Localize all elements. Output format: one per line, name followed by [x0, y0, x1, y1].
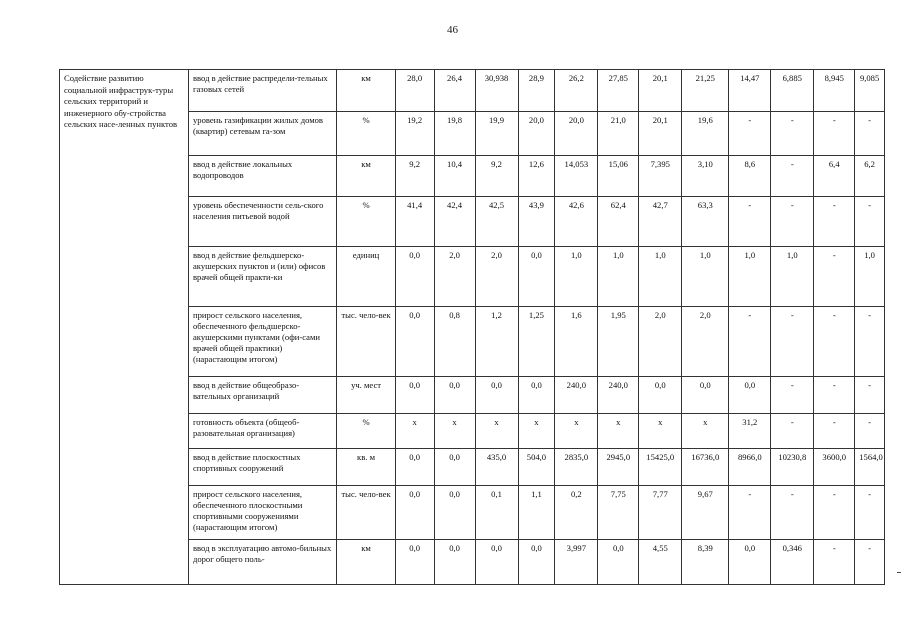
value-cell: 8966,0 [729, 449, 771, 486]
value-cell: х [475, 414, 518, 449]
value-cell: 9,2 [395, 156, 434, 197]
value-cell: 2835,0 [555, 449, 598, 486]
value-cell: 28,9 [518, 70, 555, 112]
value-cell: 42,6 [555, 197, 598, 247]
value-cell: - [729, 197, 771, 247]
unit-cell: кв. м [337, 449, 395, 486]
value-cell: - [771, 307, 814, 377]
value-cell: 26,4 [434, 70, 475, 112]
value-cell: 0,2 [555, 486, 598, 540]
indicator-cell: ввод в действие общеобразо-вательных организаций [188, 377, 336, 414]
value-cell: 504,0 [518, 449, 555, 486]
value-cell: - [814, 112, 855, 156]
value-cell: 6,2 [855, 156, 885, 197]
value-cell: 1,0 [855, 247, 885, 307]
value-cell: 0,8 [434, 307, 475, 377]
value-cell: 0,0 [434, 377, 475, 414]
value-cell: - [814, 247, 855, 307]
value-cell: 15,06 [598, 156, 639, 197]
value-cell: - [814, 307, 855, 377]
value-cell: 0,0 [682, 377, 729, 414]
value-cell: - [814, 377, 855, 414]
unit-cell: % [337, 112, 395, 156]
value-cell: - [855, 414, 885, 449]
value-cell: 0,346 [771, 540, 814, 585]
value-cell: 2945,0 [598, 449, 639, 486]
value-cell: 19,6 [682, 112, 729, 156]
value-cell: 19,8 [434, 112, 475, 156]
value-cell: 42,7 [639, 197, 682, 247]
value-cell: х [639, 414, 682, 449]
unit-cell: % [337, 414, 395, 449]
value-cell: 12,6 [518, 156, 555, 197]
value-cell: 2,0 [682, 307, 729, 377]
value-cell: 43,9 [518, 197, 555, 247]
value-cell: - [855, 197, 885, 247]
indicator-cell: прирост сельского населения, обеспеченного плоскостными спортивными сооружениями (нарастающим итогом) [188, 486, 336, 540]
value-cell: 6,4 [814, 156, 855, 197]
value-cell: 0,0 [598, 540, 639, 585]
value-cell: 16736,0 [682, 449, 729, 486]
value-cell: 3,10 [682, 156, 729, 197]
value-cell: 26,2 [555, 70, 598, 112]
value-cell: 0,0 [518, 377, 555, 414]
value-cell: 0,0 [729, 377, 771, 414]
value-cell: 0,1 [475, 486, 518, 540]
value-cell: 15425,0 [639, 449, 682, 486]
indicator-cell: ввод в эксплуатацию автомо-бильных дорог общего поль- [188, 540, 336, 585]
value-cell: - [729, 486, 771, 540]
value-cell: - [855, 112, 885, 156]
value-cell: х [555, 414, 598, 449]
unit-cell: уч. мест [337, 377, 395, 414]
value-cell: 28,0 [395, 70, 434, 112]
indicator-cell: уровень газификации жилых домов (квартир) сетевым га-зом [188, 112, 336, 156]
unit-cell: км [337, 540, 395, 585]
value-cell: 0,0 [518, 540, 555, 585]
value-cell: 1,0 [555, 247, 598, 307]
value-cell: х [682, 414, 729, 449]
value-cell: - [855, 540, 885, 585]
value-cell: 0,0 [434, 449, 475, 486]
value-cell: - [729, 112, 771, 156]
value-cell: 240,0 [598, 377, 639, 414]
value-cell: 0,0 [395, 247, 434, 307]
value-cell: 19,9 [475, 112, 518, 156]
value-cell: 9,085 [855, 70, 885, 112]
value-cell: - [729, 307, 771, 377]
value-cell: 42,5 [475, 197, 518, 247]
value-cell: - [855, 486, 885, 540]
value-cell: 1,0 [639, 247, 682, 307]
unit-cell: км [337, 70, 395, 112]
indicator-cell: прирост сельского населения, обеспеченного фельдшерско-акушерскими пунктами (офи-сами врачей общей практики) (нарастающим итогом) [188, 307, 336, 377]
value-cell: 62,4 [598, 197, 639, 247]
unit-cell: единиц [337, 247, 395, 307]
value-cell: 14,47 [729, 70, 771, 112]
value-cell: 1,2 [475, 307, 518, 377]
value-cell: 7,395 [639, 156, 682, 197]
value-cell: 31,2 [729, 414, 771, 449]
value-cell: 21,0 [598, 112, 639, 156]
indicator-cell: готовность объекта (общеоб-разовательная организация) [188, 414, 336, 449]
value-cell: 1,95 [598, 307, 639, 377]
value-cell: х [395, 414, 434, 449]
value-cell: 41,4 [395, 197, 434, 247]
value-cell: - [771, 197, 814, 247]
page-number: 46 [447, 24, 458, 36]
indicator-cell: ввод в действие плоскостных спортивных сооружений [188, 449, 336, 486]
value-cell: 240,0 [555, 377, 598, 414]
value-cell: 7,75 [598, 486, 639, 540]
value-cell: - [814, 486, 855, 540]
value-cell: х [518, 414, 555, 449]
value-cell: - [855, 377, 885, 414]
value-cell: 8,945 [814, 70, 855, 112]
margin-mark [897, 572, 901, 573]
value-cell: 20,0 [555, 112, 598, 156]
value-cell: 63,3 [682, 197, 729, 247]
indicators-table [59, 69, 885, 585]
value-cell: 8,6 [729, 156, 771, 197]
value-cell: 1,0 [771, 247, 814, 307]
value-cell: - [814, 540, 855, 585]
value-cell: 0,0 [395, 307, 434, 377]
value-cell: 2,0 [639, 307, 682, 377]
value-cell: 3600,0 [814, 449, 855, 486]
value-cell: 30,938 [475, 70, 518, 112]
value-cell: 0,0 [395, 377, 434, 414]
value-cell: 10230,8 [771, 449, 814, 486]
unit-cell: % [337, 197, 395, 247]
value-cell: 19,2 [395, 112, 434, 156]
value-cell: 8,39 [682, 540, 729, 585]
value-cell: - [855, 307, 885, 377]
value-cell: 0,0 [475, 377, 518, 414]
value-cell: - [814, 197, 855, 247]
value-cell: 2,0 [475, 247, 518, 307]
indicator-cell: ввод в действие распредели-тельных газовых сетей [188, 70, 336, 112]
value-cell: х [434, 414, 475, 449]
value-cell: - [771, 414, 814, 449]
value-cell: 3,997 [555, 540, 598, 585]
value-cell: 435,0 [475, 449, 518, 486]
value-cell: 0,0 [395, 486, 434, 540]
value-cell: 1,1 [518, 486, 555, 540]
value-cell: 42,4 [434, 197, 475, 247]
value-cell: 0,0 [395, 449, 434, 486]
value-cell: 0,0 [434, 540, 475, 585]
value-cell: 1,6 [555, 307, 598, 377]
value-cell: 21,25 [682, 70, 729, 112]
indicator-cell: ввод в действие локальных водопроводов [188, 156, 336, 197]
value-cell: 14,053 [555, 156, 598, 197]
value-cell: 1,0 [598, 247, 639, 307]
value-cell: 20,1 [639, 70, 682, 112]
value-cell: - [771, 112, 814, 156]
value-cell: - [771, 486, 814, 540]
value-cell: 1,0 [729, 247, 771, 307]
value-cell: 1,0 [682, 247, 729, 307]
value-cell: 1564,0 [855, 449, 885, 486]
value-cell: 2,0 [434, 247, 475, 307]
indicator-cell: ввод в действие фельдшерско-акушерских пунктов и (или) офисов врачей общей практи-ки [188, 247, 336, 307]
value-cell: 20,1 [639, 112, 682, 156]
value-cell: 0,0 [729, 540, 771, 585]
value-cell: - [814, 414, 855, 449]
table-body [60, 70, 885, 585]
indicator-cell: уровень обеспеченности сель-ского населения питьевой водой [188, 197, 336, 247]
value-cell: 20,0 [518, 112, 555, 156]
value-cell: 6,885 [771, 70, 814, 112]
value-cell: 9,2 [475, 156, 518, 197]
value-cell: - [771, 156, 814, 197]
value-cell: 4,55 [639, 540, 682, 585]
value-cell: 0,0 [639, 377, 682, 414]
value-cell: 0,0 [518, 247, 555, 307]
unit-cell: км [337, 156, 395, 197]
value-cell: 10,4 [434, 156, 475, 197]
value-cell: 0,0 [395, 540, 434, 585]
table-row [60, 70, 885, 112]
unit-cell: тыс. чело-век [337, 486, 395, 540]
value-cell: 7,77 [639, 486, 682, 540]
value-cell: 0,0 [475, 540, 518, 585]
value-cell: х [598, 414, 639, 449]
value-cell: 9,67 [682, 486, 729, 540]
unit-cell: тыс. чело-век [337, 307, 395, 377]
program-name-cell: Содействие развитию социальной инфраструк-туры сельских территорий и инженерного обу-стройства сельских насе-ленных пунктов [60, 70, 189, 585]
value-cell: 1,25 [518, 307, 555, 377]
value-cell: 27,85 [598, 70, 639, 112]
value-cell: - [771, 377, 814, 414]
value-cell: 0,0 [434, 486, 475, 540]
